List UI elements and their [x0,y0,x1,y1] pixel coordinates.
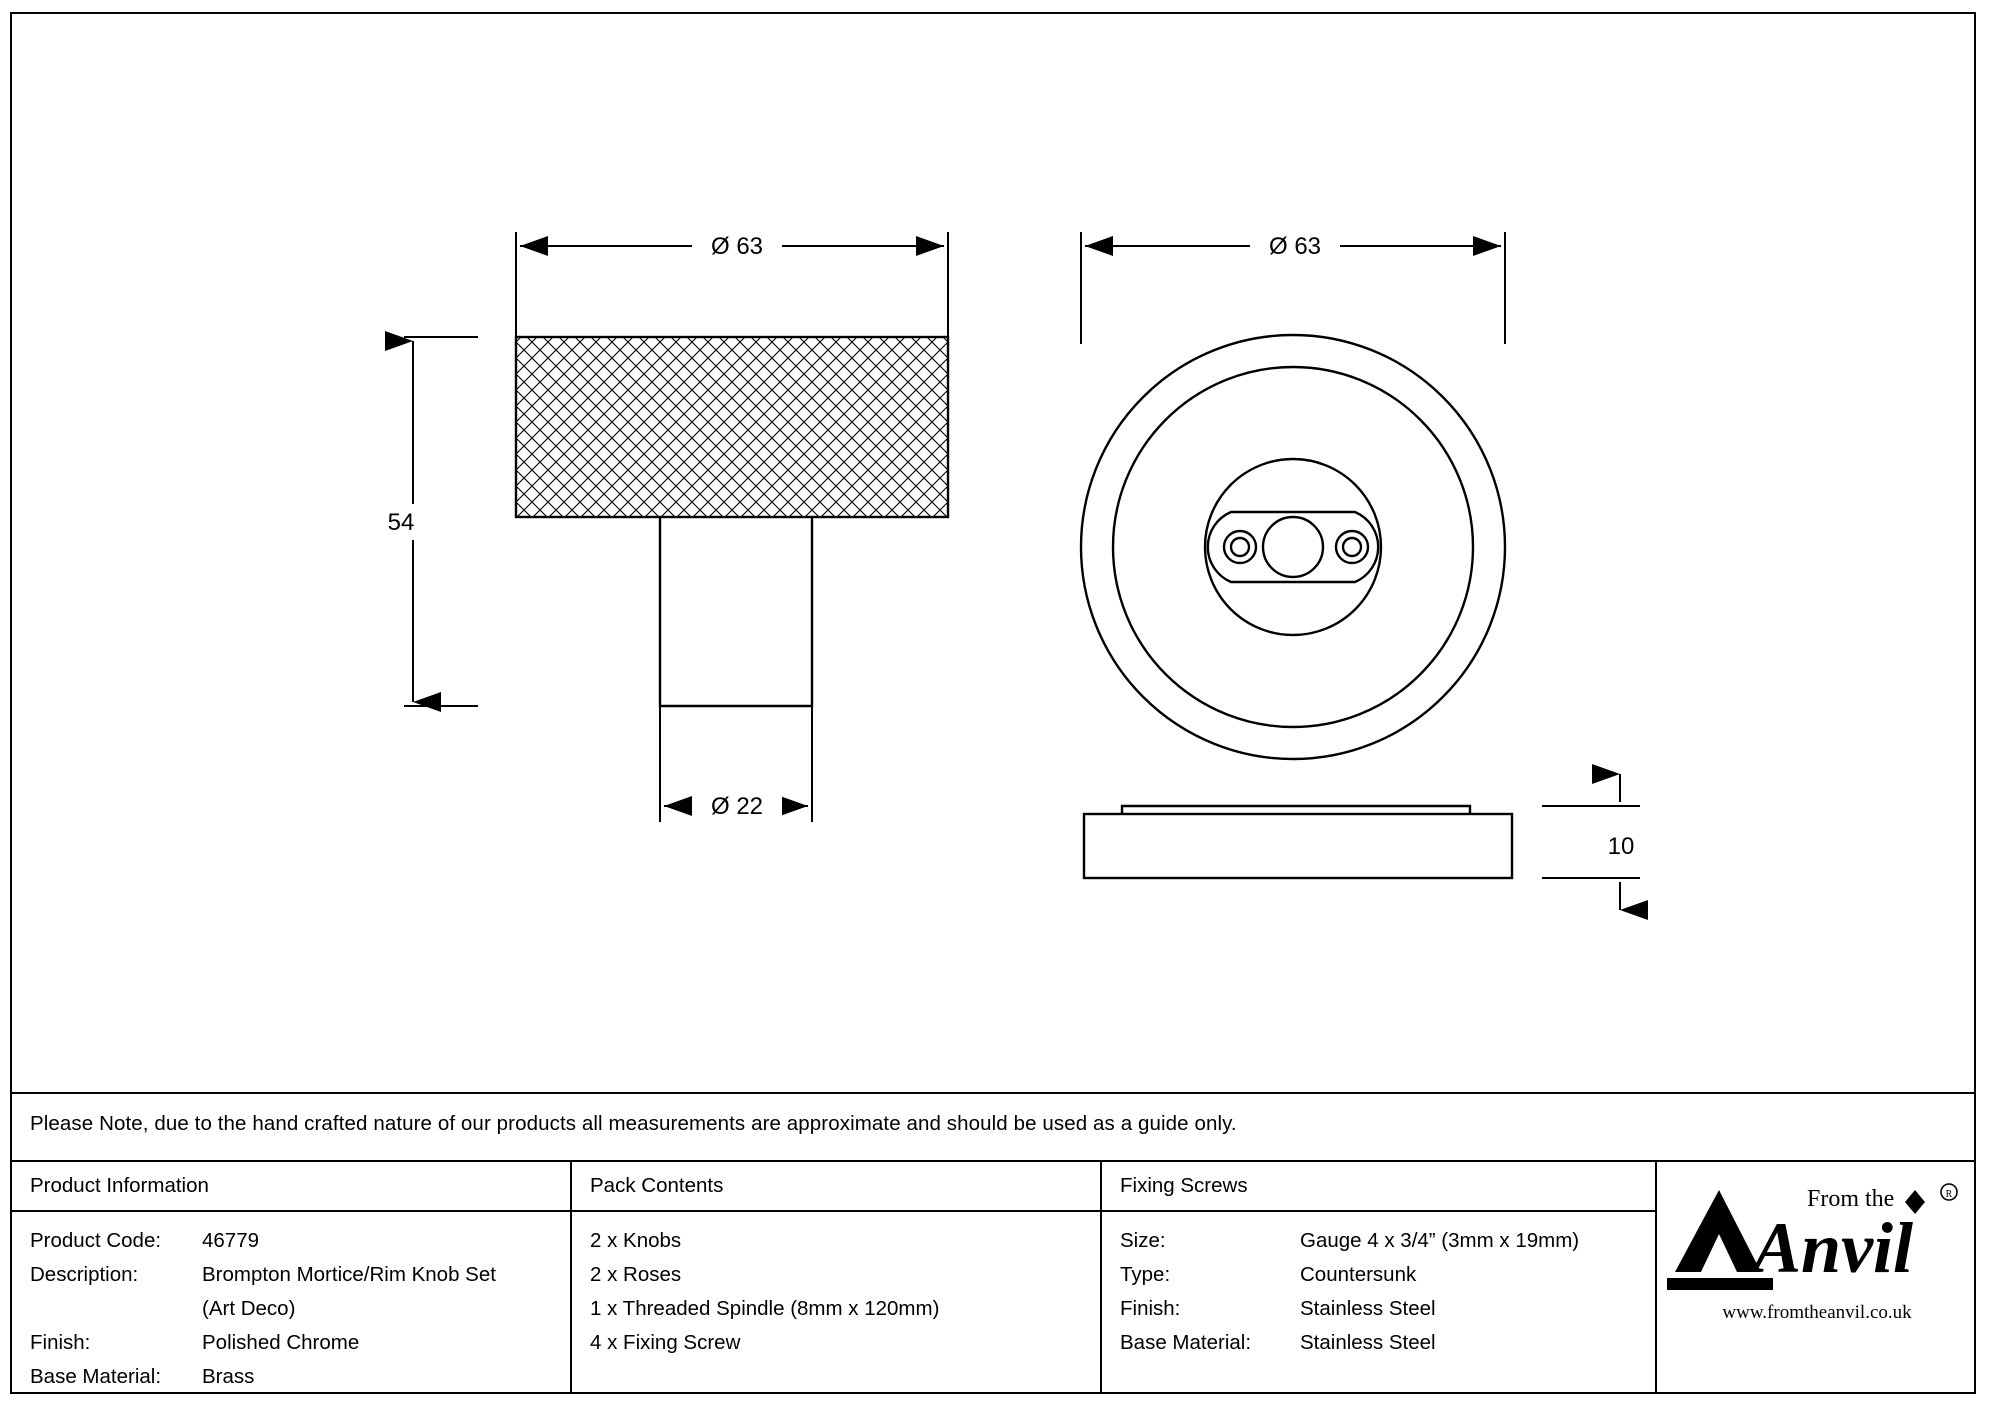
approximate-measurements-note: Please Note, due to the hand crafted nature of our products all measurements are approximate and should be used as a guide only. [30,1112,1237,1135]
base-material-value: Brass [202,1365,255,1388]
product-code-row [30,1224,562,1258]
drawing-sheet [10,12,1976,1394]
list-item: 1 x Threaded Spindle (8mm x 120mm) [590,1297,940,1320]
logo-website: www.fromtheanvil.co.uk [1722,1302,1912,1323]
brand-logo [1657,1160,1976,1394]
logo-top-text: From the [1807,1186,1895,1212]
fixing-screws-body [1120,1224,1647,1360]
finish-value: Polished Chrome [202,1331,360,1354]
product-information-column [12,1162,572,1394]
screw-type-label: Type: [1120,1263,1171,1286]
finish-label: Finish: [30,1331,91,1354]
fixing-screws-heading: Fixing Screws [1120,1174,1248,1197]
fixing-screws-column [1102,1162,1657,1394]
dim-knob-height: 54 [387,509,415,536]
screw-size-row [1120,1224,1647,1258]
screw-size-label: Size: [1120,1229,1166,1252]
description-value-line-2: (Art Deco) [202,1297,296,1320]
base-material-label: Base Material: [30,1365,162,1388]
dim-rose-depth: 10 [1607,833,1635,860]
screw-finish-row [1120,1292,1647,1326]
column-heading-divider [572,1210,1100,1212]
description-row [30,1258,562,1292]
pack-contents-body [590,1224,1092,1360]
screw-type-row [1120,1258,1647,1292]
finish-row [30,1326,562,1360]
screw-base-material-value: Stainless Steel [1300,1331,1436,1354]
pack-contents-heading: Pack Contents [590,1174,724,1197]
column-heading-divider [1102,1210,1655,1212]
column-heading-divider [12,1210,570,1212]
product-code-label: Product Code: [30,1229,162,1252]
technical-drawing-area [12,14,1974,1092]
drawing-svg [12,14,1974,1092]
brand-logo-svg [1657,1160,1976,1394]
registered-mark: R [1945,1189,1953,1200]
list-item: 4 x Fixing Screw [590,1331,741,1354]
screw-type-value: Countersunk [1300,1263,1417,1286]
screw-finish-value: Stainless Steel [1300,1297,1436,1320]
screw-base-material-label: Base Material: [1120,1331,1252,1354]
screw-size-value: Gauge 4 x 3/4” (3mm x 19mm) [1300,1229,1580,1252]
logo-brand-text: Anvil [1753,1208,1914,1288]
product-information-heading: Product Information [30,1174,209,1197]
list-item: 2 x Knobs [590,1229,682,1252]
dim-spindle-diameter: Ø 22 [710,793,764,820]
note-row [12,1092,1974,1160]
product-code-value: 46779 [202,1229,260,1252]
list-item: 2 x Roses [590,1263,682,1286]
screw-base-material-row [1120,1326,1647,1360]
base-material-row [30,1360,562,1394]
description-label: Description: [30,1263,139,1286]
dim-knob-diameter-front: Ø 63 [710,233,764,260]
product-information-body [30,1224,562,1394]
dim-rose-diameter: Ø 63 [1268,233,1322,260]
pack-contents-column [572,1162,1102,1394]
description-value: Brompton Mortice/Rim Knob Set [202,1263,496,1286]
screw-finish-label: Finish: [1120,1297,1181,1320]
